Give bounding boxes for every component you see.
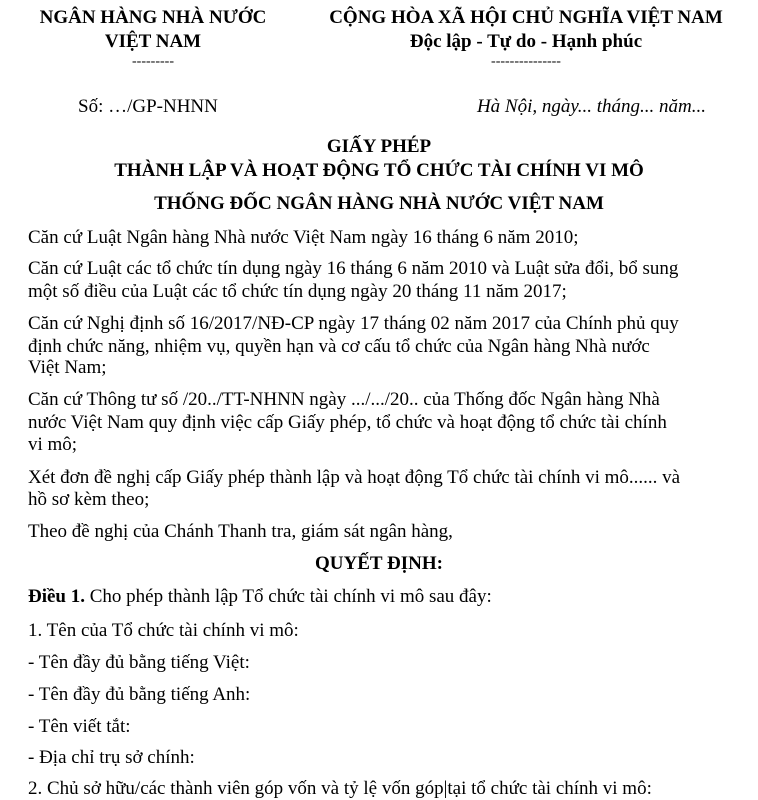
document-number: Số: …/GP-NHNN — [78, 96, 218, 117]
article-1-label: Điều 1. — [28, 586, 85, 607]
document-title: GIẤY PHÉP — [326, 136, 432, 157]
document-subtitle: THÀNH LẬP VÀ HOẠT ĐỘNG TỔ CHỨC TÀI CHÍNH VI MÔ — [114, 160, 644, 181]
article-1-item-2: 2. Chủ sở hữu/các thành viên góp vốn và tỷ lệ vốn góp|tại tổ chức tài chính vi mô: — [28, 778, 652, 799]
national-header — [300, 6, 752, 70]
decision-title: QUYẾT ĐỊNH: — [315, 553, 443, 574]
basis-paragraph-5-line1: Xét đơn đề nghị cấp Giấy phép thành lập và hoạt động Tổ chức tài chính vi mô...... và — [28, 467, 681, 488]
article-1 — [28, 586, 492, 608]
basis-paragraph-2-line1: Căn cứ Luật các tổ chức tín dụng ngày 16 tháng 6 năm 2010 và Luật sửa đổi, bổ sung — [28, 258, 679, 279]
basis-paragraph-4-line2: nước Việt Nam quy định việc cấp Giấy phép, tổ chức và hoạt động tổ chức tài chính — [28, 412, 667, 433]
basis-paragraph-4-line1: Căn cứ Thông tư số /20../TT-NHNN ngày .../.../20.. của Thống đốc Ngân hàng Nhà — [28, 389, 660, 410]
national-divider: --------------- — [491, 54, 561, 69]
national-line1: CỘNG HÒA XÃ HỘI CHỦ NGHĨA VIỆT NAM — [329, 7, 723, 28]
article-1-item-1: 1. Tên của Tổ chức tài chính vi mô: — [28, 620, 299, 641]
issuer-divider: --------- — [132, 54, 174, 69]
basis-paragraph-3-line2: định chức năng, nhiệm vụ, quyền hạn và cơ cấu tổ chức của Ngân hàng Nhà nước — [28, 336, 650, 357]
article-1-subitem-vietnamese-name: - Tên đầy đủ bằng tiếng Việt: — [28, 652, 250, 673]
basis-paragraph-2-line2: một số điều của Luật các tổ chức tín dụng ngày 20 tháng 11 năm 2017; — [28, 281, 567, 302]
issuer-line1: NGÂN HÀNG NHÀ NƯỚC — [39, 7, 267, 28]
article-1-subitem-head-office: - Địa chỉ trụ sở chính: — [28, 747, 195, 768]
basis-paragraph-3-line3: Việt Nam; — [28, 357, 107, 378]
document-date: Hà Nội, ngày... tháng... năm... — [476, 96, 706, 117]
basis-paragraph-5-line2: hồ sơ kèm theo; — [28, 489, 150, 510]
issuer-line2: VIỆT NAM — [104, 31, 202, 52]
article-1-text: Cho phép thành lập Tổ chức tài chính vi mô sau đây: — [85, 586, 492, 607]
article-1-subitem-abbreviation: - Tên viết tắt: — [28, 716, 131, 737]
article-1-subitem-english-name: - Tên đầy đủ bằng tiếng Anh: — [28, 684, 251, 705]
basis-paragraph-4-line3: vi mô; — [28, 434, 78, 455]
issuing-authority: THỐNG ĐỐC NGÂN HÀNG NHÀ NƯỚC VIỆT NAM — [154, 193, 604, 214]
basis-paragraph-3-line1: Căn cứ Nghị định số 16/2017/NĐ-CP ngày 17 tháng 02 năm 2017 của Chính phủ quy — [28, 313, 679, 334]
basis-paragraph-6: Theo đề nghị của Chánh Thanh tra, giám sát ngân hàng, — [28, 521, 453, 542]
basis-paragraph-1: Căn cứ Luật Ngân hàng Nhà nước Việt Nam ngày 16 tháng 6 năm 2010; — [28, 227, 579, 248]
issuer-header — [22, 6, 284, 70]
national-motto: Độc lập - Tự do - Hạnh phúc — [409, 31, 643, 52]
